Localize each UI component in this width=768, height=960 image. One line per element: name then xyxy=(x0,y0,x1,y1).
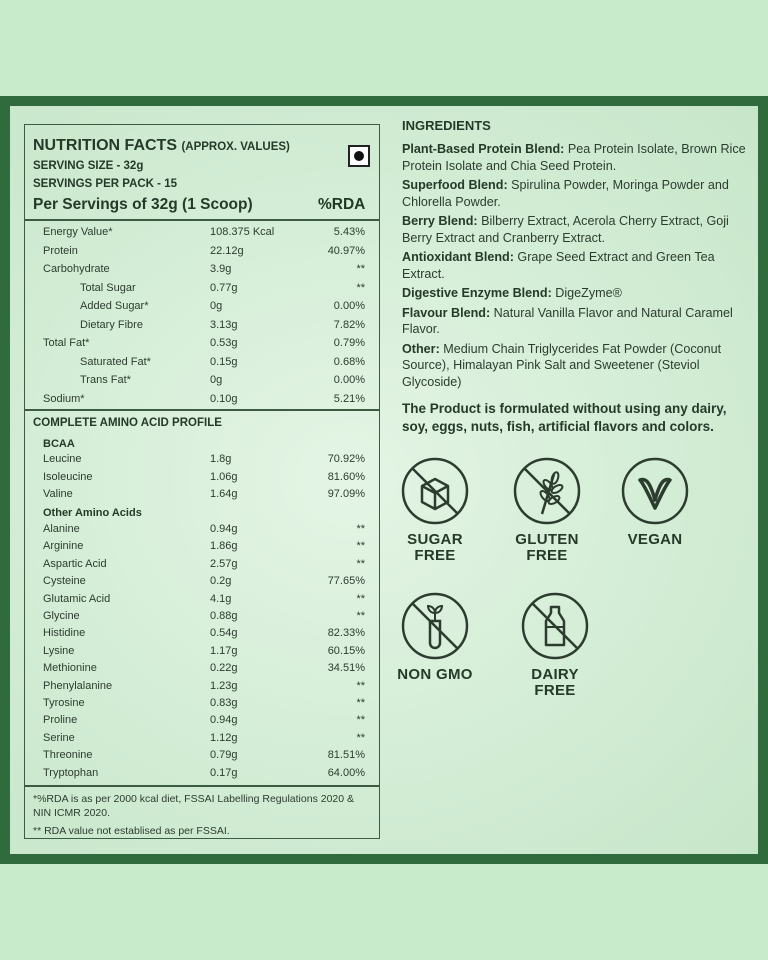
nutrient-row xyxy=(25,714,379,731)
nutrient-name: Phenylalanine xyxy=(43,679,113,692)
nutrient-name: Added Sugar* xyxy=(80,300,149,312)
other-amino-label: Other Amino Acids xyxy=(43,507,142,519)
nutrient-rda: ** xyxy=(356,540,365,553)
nutrient-amount: 1.17g xyxy=(210,644,238,657)
test-tube-crossed-icon xyxy=(400,591,470,661)
nutrient-name: Serine xyxy=(43,731,75,744)
nutrient-amount: 0.53g xyxy=(210,337,238,349)
nutrient-amount: 0.94g xyxy=(210,523,238,535)
nutrient-row xyxy=(25,610,379,627)
nutrition-title-note: (APPROX. VALUES) xyxy=(181,141,290,153)
nutrient-row xyxy=(25,488,379,505)
nutrient-amount: 0g xyxy=(210,374,223,386)
nutrient-name: Isoleucine xyxy=(43,470,93,483)
badge-vegan xyxy=(615,456,695,548)
nutrient-row xyxy=(25,749,379,766)
ingredients-title: INGREDIENTS xyxy=(402,118,491,133)
nutrient-row xyxy=(25,540,379,557)
nutrient-name: Valine xyxy=(43,488,73,500)
ingredients-section xyxy=(402,118,752,436)
nutrient-rda: 82.33% xyxy=(327,627,365,640)
nutrient-rda: 64.00% xyxy=(327,766,365,779)
nutrient-row xyxy=(25,282,379,299)
nutrient-amount: 1.64g xyxy=(210,488,238,500)
nutrient-name: Lysine xyxy=(43,644,75,657)
nutrient-rda: 70.92% xyxy=(327,453,365,465)
nutrient-name: Glycine xyxy=(43,610,80,622)
nutrition-facts-box xyxy=(24,124,380,839)
nutrient-name: Aspartic Acid xyxy=(43,557,107,570)
nutrient-name: Tyrosine xyxy=(43,697,85,709)
nutrient-rda: ** xyxy=(356,557,365,570)
nutrient-name: Total Fat* xyxy=(43,337,90,349)
nutrition-title: NUTRITION FACTS (APPROX. VALUES) xyxy=(33,137,290,154)
nutrient-name: Carbohydrate xyxy=(43,263,110,275)
nutrient-amount: 2.57g xyxy=(210,557,238,570)
nutrient-row xyxy=(25,374,379,391)
ingredient-entry xyxy=(402,305,752,338)
nutrient-amount: 3.13g xyxy=(210,318,238,331)
nutrient-name: Saturated Fat* xyxy=(80,355,151,368)
nutrient-name: Proline xyxy=(43,714,78,727)
ingredient-text: Natural Vanilla Flavor and Natural Caramel Flavor. xyxy=(402,305,733,336)
nutrient-rda: 0.68% xyxy=(333,355,365,368)
nutrient-name: Arginine xyxy=(43,540,84,553)
sugar-cube-crossed-icon xyxy=(400,456,470,526)
badge-sugar-free xyxy=(395,456,475,564)
ingredient-label: Plant-Based Protein Blend: xyxy=(402,142,565,156)
ingredient-text: DigeZyme® xyxy=(551,286,622,300)
nutrient-rda: 81.60% xyxy=(327,470,365,483)
nutrient-name: Histidine xyxy=(43,627,86,640)
dairy-free-label: DAIRY FREE xyxy=(531,666,579,699)
nutrient-amount: 0.88g xyxy=(210,610,238,622)
nutrient-amount: 0.2g xyxy=(210,575,232,588)
nutrient-name: Alanine xyxy=(43,523,80,535)
gluten-free-label: GLUTEN FREE xyxy=(515,531,579,564)
nutrient-amount: 0.10g xyxy=(210,392,238,405)
nutrient-name: Dietary Fibre xyxy=(80,318,143,331)
rda-header: %RDA xyxy=(318,196,366,213)
nutrient-row xyxy=(25,575,379,592)
nutrient-rda: 97.09% xyxy=(327,488,365,500)
label-panel xyxy=(10,106,758,854)
ingredient-label: Flavour Blend: xyxy=(402,305,491,320)
nutrient-amount: 1.06g xyxy=(210,470,238,483)
nutrient-row xyxy=(25,245,379,262)
nutrient-rda: 0.00% xyxy=(333,374,365,386)
nutrient-rda: 5.43% xyxy=(333,226,365,238)
footnote-not-established: ** RDA value not establised as per FSSAI. xyxy=(33,825,230,837)
ingredient-entry xyxy=(402,249,752,282)
ingredients-list xyxy=(402,141,752,390)
nutrient-rda: 34.51% xyxy=(327,662,365,675)
nutrient-row xyxy=(25,645,379,662)
nutrient-rda: 60.15% xyxy=(327,644,365,657)
badge-dairy-free xyxy=(515,591,595,699)
ingredient-text: Spirulina Powder, Moringa Powder and Chlorella Powder. xyxy=(402,178,729,209)
nutrient-row xyxy=(25,732,379,749)
nutrient-name: Energy Value* xyxy=(43,226,113,238)
nutrient-row xyxy=(25,523,379,540)
nutrient-amount: 0.15g xyxy=(210,355,238,368)
nutrient-rda: ** xyxy=(356,679,365,692)
bcaa-label: BCAA xyxy=(43,438,75,450)
nutrient-amount: 0.83g xyxy=(210,697,238,709)
formulation-disclaimer: The Product is formulated without using any dairy, soy, eggs, nuts, fish, artificial flavors and colors. xyxy=(402,401,727,434)
nutrient-name: Threonine xyxy=(43,749,93,762)
nutrient-name: Methionine xyxy=(43,662,97,675)
nutrient-rda: ** xyxy=(356,610,365,622)
nutrient-rda: 81.51% xyxy=(327,749,365,762)
nutrient-row xyxy=(25,680,379,697)
ingredient-label: Superfood Blend: xyxy=(402,178,508,192)
nutrient-rda: 77.65% xyxy=(327,575,365,588)
nutrient-row xyxy=(25,226,379,243)
per-serving-heading: Per Servings of 32g (1 Scoop) xyxy=(33,196,253,213)
nutrient-amount: 0.79g xyxy=(210,749,238,762)
ingredient-label: Antioxidant Blend: xyxy=(402,250,514,264)
ingredient-entry xyxy=(402,141,752,174)
nutrient-name: Glutamic Acid xyxy=(43,592,111,605)
ingredient-label: Digestive Enzyme Blend: xyxy=(402,286,552,300)
nutrient-amount: 0g xyxy=(210,300,223,312)
vegan-v-icon xyxy=(620,456,690,526)
vegan-label: VEGAN xyxy=(627,531,683,548)
nutrient-rda: ** xyxy=(356,263,365,275)
nutrient-row xyxy=(25,393,379,410)
nutrient-name: Protein xyxy=(43,244,78,257)
nutrient-amount: 1.86g xyxy=(210,540,238,553)
wheat-crossed-icon xyxy=(512,456,582,526)
nutrient-rda: ** xyxy=(356,731,365,744)
nutrient-rda: ** xyxy=(356,714,365,727)
nutrient-row xyxy=(25,263,379,280)
nutrient-row xyxy=(25,697,379,714)
nutrient-amount: 1.23g xyxy=(210,679,238,692)
nutrient-rda: ** xyxy=(356,592,365,605)
nutrient-rda: 0.00% xyxy=(333,300,365,312)
badge-non-gmo xyxy=(395,591,475,683)
nutrient-name: Cysteine xyxy=(43,575,86,588)
non-gmo-label: NON GMO xyxy=(397,666,473,683)
nutrient-row xyxy=(25,627,379,644)
nutrient-rda: 5.21% xyxy=(333,392,365,405)
ingredient-label: Berry Blend: xyxy=(402,214,478,228)
nutrient-amount: 0.17g xyxy=(210,766,238,779)
nutrient-rda: ** xyxy=(356,697,365,709)
divider xyxy=(25,219,379,221)
nutrient-amount: 0.94g xyxy=(210,714,238,727)
nutrient-name: Sodium* xyxy=(43,392,85,405)
milk-bottle-crossed-icon xyxy=(520,591,590,661)
nutrient-rda: 40.97% xyxy=(327,244,365,257)
nutrient-row xyxy=(25,356,379,373)
nutrient-amount: 4.1g xyxy=(210,592,232,605)
nutrient-name: Tryptophan xyxy=(43,766,99,779)
ingredient-entry xyxy=(402,341,752,391)
nutrient-amount: 3.9g xyxy=(210,263,232,275)
nutrient-amount: 0.54g xyxy=(210,627,238,640)
nutrient-name: Leucine xyxy=(43,453,82,465)
sugar-free-label: SUGAR FREE xyxy=(407,531,463,564)
divider xyxy=(25,785,379,787)
nutrient-rda: 0.79% xyxy=(333,337,365,349)
ingredient-entry xyxy=(402,285,752,302)
amino-profile-title: COMPLETE AMINO ACID PROFILE xyxy=(33,417,222,429)
ingredient-text: Medium Chain Triglycerides Fat Powder (Coconut Source), Himalayan Pink Salt and Sweetener (Steviol Glycoside) xyxy=(402,341,722,389)
ingredient-label: Other: xyxy=(402,341,440,356)
ingredient-entry xyxy=(402,213,752,246)
ingredient-text: Pea Protein Isolate, Brown Rice Protein Isolate and Chia Seed Protein. xyxy=(402,142,746,173)
servings-per-pack: SERVINGS PER PACK - 15 xyxy=(33,178,178,190)
nutrient-row xyxy=(25,453,379,470)
nutrient-row xyxy=(25,300,379,317)
nutrient-row xyxy=(25,558,379,575)
nutrient-amount: 108.375 Kcal xyxy=(210,226,275,238)
nutrient-rda: ** xyxy=(356,523,365,535)
footnote-rda: *%RDA is as per 2000 kcal diet, FSSAI Labelling Regulations 2020 & NIN ICMR 2020. xyxy=(33,793,355,819)
nutrient-amount: 1.12g xyxy=(210,731,238,744)
nutrient-name: Total Sugar xyxy=(80,281,136,294)
label-frame xyxy=(0,96,768,864)
badge-gluten-free xyxy=(507,456,587,564)
nutrient-amount: 0.77g xyxy=(210,281,238,294)
nutrient-row xyxy=(25,471,379,488)
serving-size: SERVING SIZE - 32g xyxy=(33,160,144,172)
nutrient-row xyxy=(25,319,379,336)
nutrient-rda: ** xyxy=(356,281,365,294)
nutrient-amount: 1.8g xyxy=(210,453,232,465)
nutrient-row xyxy=(25,662,379,679)
ingredient-entry xyxy=(402,177,752,210)
nutrient-amount: 22.12g xyxy=(210,244,244,257)
nutrient-row xyxy=(25,767,379,784)
ingredient-text: Grape Seed Extract and Green Tea Extract. xyxy=(402,250,715,281)
nutrient-row xyxy=(25,337,379,354)
nutrient-rda: 7.82% xyxy=(333,318,365,331)
nutrient-name: Trans Fat* xyxy=(80,374,131,386)
nutrient-amount: 0.22g xyxy=(210,662,238,675)
nutrient-row xyxy=(25,593,379,610)
veg-mark-icon xyxy=(348,145,370,167)
ingredient-text: Bilberry Extract, Acerola Cherry Extract, Goji Berry Extract and Cranberry Extract. xyxy=(402,214,729,245)
divider xyxy=(25,409,379,411)
